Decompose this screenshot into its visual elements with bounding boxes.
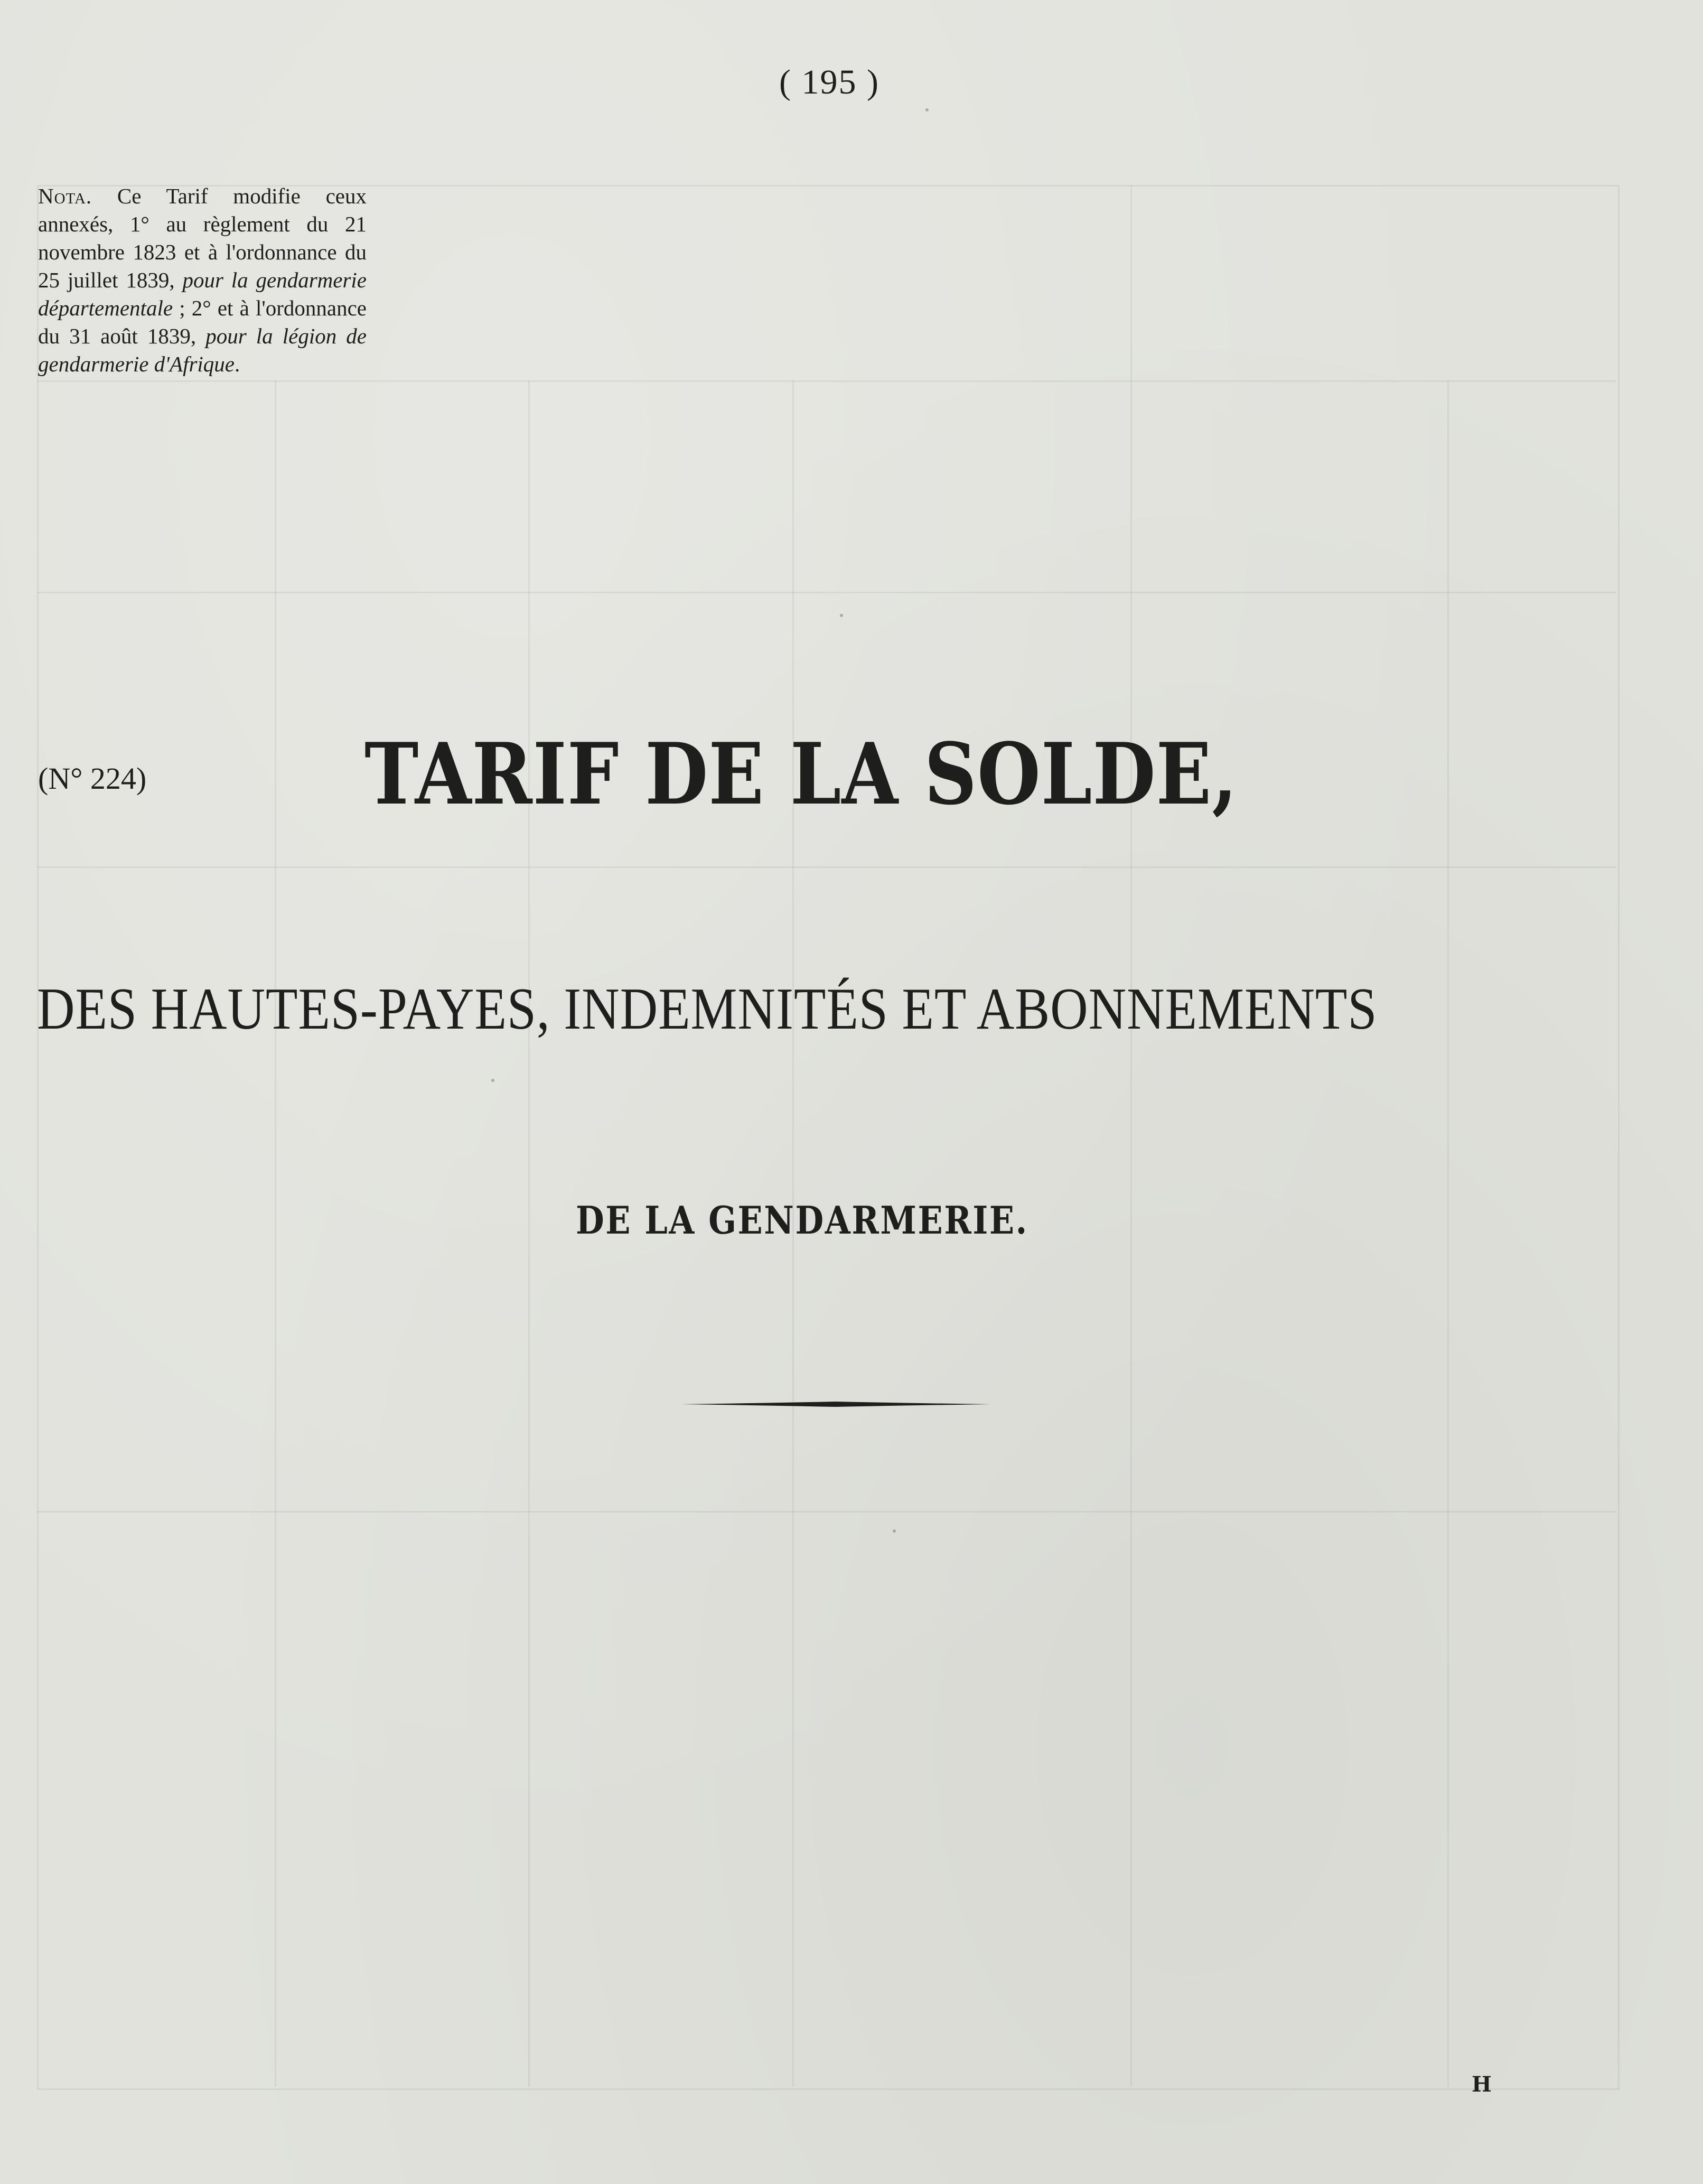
verso-rule xyxy=(528,380,530,2087)
nota-italic-text: pour la légion de gendarmerie d'Afrique xyxy=(38,324,367,376)
paper-speck xyxy=(491,1079,494,1082)
nota-label: Nota. xyxy=(38,184,92,208)
page-number: ( 195 ) xyxy=(779,63,879,101)
nota-text: ; 2° et à l'ordonnance du 31 août 1839, xyxy=(38,296,367,348)
document-subtitle: DES HAUTES-PAYES, INDEMNITÉS ET ABONNEMENTS xyxy=(37,976,1378,1042)
verso-rule xyxy=(275,380,276,2087)
nota-note xyxy=(38,182,367,378)
document-organisation: DE LA GENDARMERIE. xyxy=(576,1198,1028,1243)
verso-rule xyxy=(37,380,1616,382)
verso-rule xyxy=(37,1511,1616,1513)
verso-rule xyxy=(37,592,1616,593)
paper-speck xyxy=(840,614,843,617)
paper-speck xyxy=(925,108,929,111)
verso-rule xyxy=(1130,185,1132,2087)
nota-text: Ce Tarif modifie ceux annexés, 1° au règlement du 21 novembre 1823 et à l'ordonnance du 25 juillet 1839, xyxy=(38,184,367,292)
nota-italic-text: pour la gendarmerie départementale xyxy=(38,268,367,320)
decree-number: (N° 224) xyxy=(38,761,147,796)
verso-rule xyxy=(37,866,1616,868)
paper-speck xyxy=(893,1529,896,1533)
ornamental-divider xyxy=(681,1399,990,1410)
signature-mark: H xyxy=(1472,2072,1492,2097)
document-title: TARIF DE LA SOLDE, xyxy=(364,724,1238,824)
nota-text: . xyxy=(235,352,240,376)
verso-rule xyxy=(1447,380,1449,2087)
